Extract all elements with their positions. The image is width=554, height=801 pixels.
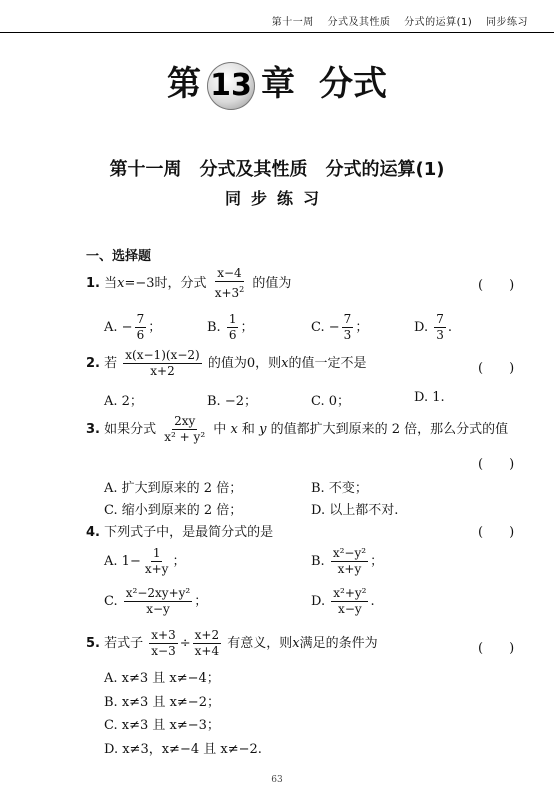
q5-option-c[interactable]: C. x≠3 且 x≠−3； [104, 718, 220, 733]
option-end: ； [194, 594, 208, 609]
option-fraction [143, 546, 171, 577]
q3-text-pre: 如果分式 [104, 422, 157, 437]
frac-num: x²−y² [332, 546, 367, 560]
q2-text-pre: 若 [104, 356, 118, 371]
frac-num: x²−2xy+y² [125, 586, 191, 600]
question-number: 1. [86, 276, 100, 291]
answer-blank-4[interactable]: ( ) [478, 525, 515, 540]
q1-option-b[interactable] [207, 312, 253, 343]
q3-var-x: x [230, 422, 238, 437]
q5-text-b: 满足的条件为 [299, 636, 378, 651]
option-fraction [331, 546, 368, 577]
option-sign: − [328, 320, 340, 335]
q1-frac-den-exp: 2 [239, 285, 245, 294]
answer-blank-2[interactable]: ( ) [478, 361, 515, 376]
q5-f1-num: x+3 [151, 628, 176, 642]
q3-var-y: y [259, 422, 267, 437]
q4-text: 下列式子中，是最简分式的是 [104, 525, 274, 540]
q3-text-mid-a: 中 [213, 422, 227, 437]
question-3 [86, 414, 508, 445]
option-label: B. [311, 554, 325, 569]
option-fraction [124, 586, 192, 617]
chapter-heading [0, 56, 554, 110]
option-label: A. [104, 320, 118, 335]
q3-text-post: 的值都扩大到原来的 2 倍，那么分式的值 [270, 422, 509, 437]
running-header [262, 13, 528, 28]
frac-num: 7 [343, 312, 352, 326]
q1-var: x [117, 276, 125, 291]
frac-num: 7 [436, 312, 444, 326]
option-end: ； [240, 320, 254, 335]
option-fraction [342, 312, 354, 343]
q3-option-a[interactable]: A. 扩大到原来的 2 倍； [104, 481, 243, 496]
option-fraction [135, 312, 147, 343]
q3-option-b[interactable]: B. 不变； [311, 481, 368, 496]
section-title: 第十一周 分式及其性质 分式的运算(1) [109, 159, 445, 180]
option-end: . [447, 320, 453, 335]
option-prefix: 1− [121, 554, 141, 569]
frac-den: x−y [146, 602, 170, 616]
frac-den: x−y [338, 602, 362, 616]
q5-option-d[interactable]: D. x≠3，x≠−4 且 x≠−2. [104, 742, 262, 757]
option-label: D. [414, 320, 429, 335]
q2-option-a[interactable]: A. 2； [104, 394, 143, 409]
q5-divide-sign: ÷ [179, 636, 191, 651]
option-label: C. [104, 594, 118, 609]
page-number: 63 [271, 775, 283, 785]
option-fraction [331, 586, 368, 617]
frac-den: 3 [436, 328, 444, 342]
q5-option-a[interactable]: A. x≠3 且 x≠−4； [104, 671, 220, 686]
section-subtitle: 同步练习 [224, 189, 329, 208]
chapter-number-badge: 13 [207, 62, 255, 110]
q4-option-b[interactable] [311, 546, 383, 577]
q5-text-a: 有意义，则 [227, 636, 293, 651]
option-sign: − [121, 320, 133, 335]
q2-option-b[interactable]: B. −2； [207, 394, 257, 409]
part-label: 一、选择题 [86, 249, 152, 264]
option-label: D. [311, 594, 326, 609]
question-2 [86, 348, 366, 379]
q2-fraction [123, 348, 201, 379]
q1-option-c[interactable] [311, 312, 368, 343]
answer-blank-5[interactable]: ( ) [478, 641, 515, 656]
q2-var: x [281, 356, 289, 371]
chapter-title: 分式 [319, 64, 387, 104]
option-label: B. [207, 320, 221, 335]
q1-frac-den-base: x+3 [214, 286, 240, 300]
question-5 [86, 628, 378, 659]
header-rule [0, 32, 554, 33]
header-topic1: 分式及其性质 [327, 17, 391, 28]
option-label: A. [104, 554, 118, 569]
q5-f2-num: x+2 [194, 628, 220, 642]
q3-fraction [162, 414, 207, 445]
question-1 [86, 266, 291, 301]
question-number: 2. [86, 356, 100, 371]
q3-option-d[interactable]: D. 以上都不对. [311, 503, 399, 518]
q1-fraction [213, 266, 247, 301]
header-topic2: 分式的运算(1) [404, 17, 473, 28]
q4-option-d[interactable] [311, 586, 375, 617]
q1-option-d[interactable] [414, 312, 452, 343]
q2-option-d[interactable]: D. 1. [414, 390, 445, 405]
q5-f2-den: x+4 [194, 644, 220, 658]
option-end: . [370, 594, 375, 609]
frac-den: x+y [144, 562, 169, 576]
option-fraction [434, 312, 446, 343]
q1-option-a[interactable] [104, 312, 161, 343]
q1-frac-den [213, 282, 247, 301]
question-number: 4. [86, 525, 100, 540]
q2-option-c[interactable]: C. 0； [311, 394, 351, 409]
frac-num: 1 [152, 546, 161, 560]
q2-frac-den: x+2 [150, 364, 175, 378]
header-week: 第十一周 [271, 17, 314, 28]
question-number: 3. [86, 422, 100, 437]
q3-frac-num: 2xy [174, 414, 196, 428]
option-end: ； [148, 320, 162, 335]
question-4 [86, 521, 273, 540]
answer-blank-1[interactable]: ( ) [478, 278, 515, 293]
option-fraction [227, 312, 239, 343]
q5-f1-den: x−3 [151, 644, 176, 658]
q1-text-pre: 当 [104, 276, 118, 291]
header-practice: 同步练习 [486, 17, 528, 28]
q5-fraction-1 [149, 628, 177, 659]
frac-num: x²+y² [333, 586, 367, 600]
q5-var: x [292, 636, 300, 651]
q5-text-pre: 若式子 [104, 636, 144, 651]
q2-text-a: 的值为0，则 [207, 356, 282, 371]
frac-num: 7 [136, 312, 145, 326]
question-number: 5. [86, 636, 100, 651]
q1-text-cond: =−3时，分式 [124, 276, 207, 291]
answer-blank-3[interactable]: ( ) [478, 457, 515, 472]
q1-frac-num: x−4 [217, 266, 242, 280]
q5-fraction-2 [193, 628, 221, 659]
q5-option-b[interactable]: B. x≠3 且 x≠−2； [104, 695, 220, 710]
q2-text-b: 的值一定不是 [288, 356, 367, 371]
q1-text-post: 的值为 [252, 276, 292, 291]
frac-den: 3 [343, 328, 352, 342]
chapter-suffix: 章 [261, 64, 295, 104]
q3-text-mid-b: 和 [241, 422, 255, 437]
option-end: ； [355, 320, 369, 335]
q2-frac-num: x(x−1)(x−2) [125, 348, 200, 362]
frac-num: 1 [228, 312, 237, 326]
option-end: ； [370, 554, 384, 569]
option-label: C. [311, 320, 325, 335]
frac-den: 6 [228, 328, 237, 342]
q3-option-c[interactable]: C. 缩小到原来的 2 倍； [104, 503, 243, 518]
q3-frac-den: x² + y² [164, 430, 206, 444]
option-end: ； [172, 554, 186, 569]
frac-den: 6 [136, 328, 145, 342]
frac-den: x+y [337, 562, 362, 576]
q4-option-c[interactable] [104, 586, 207, 617]
q4-option-a[interactable] [104, 546, 185, 577]
chapter-prefix: 第 [167, 64, 201, 104]
